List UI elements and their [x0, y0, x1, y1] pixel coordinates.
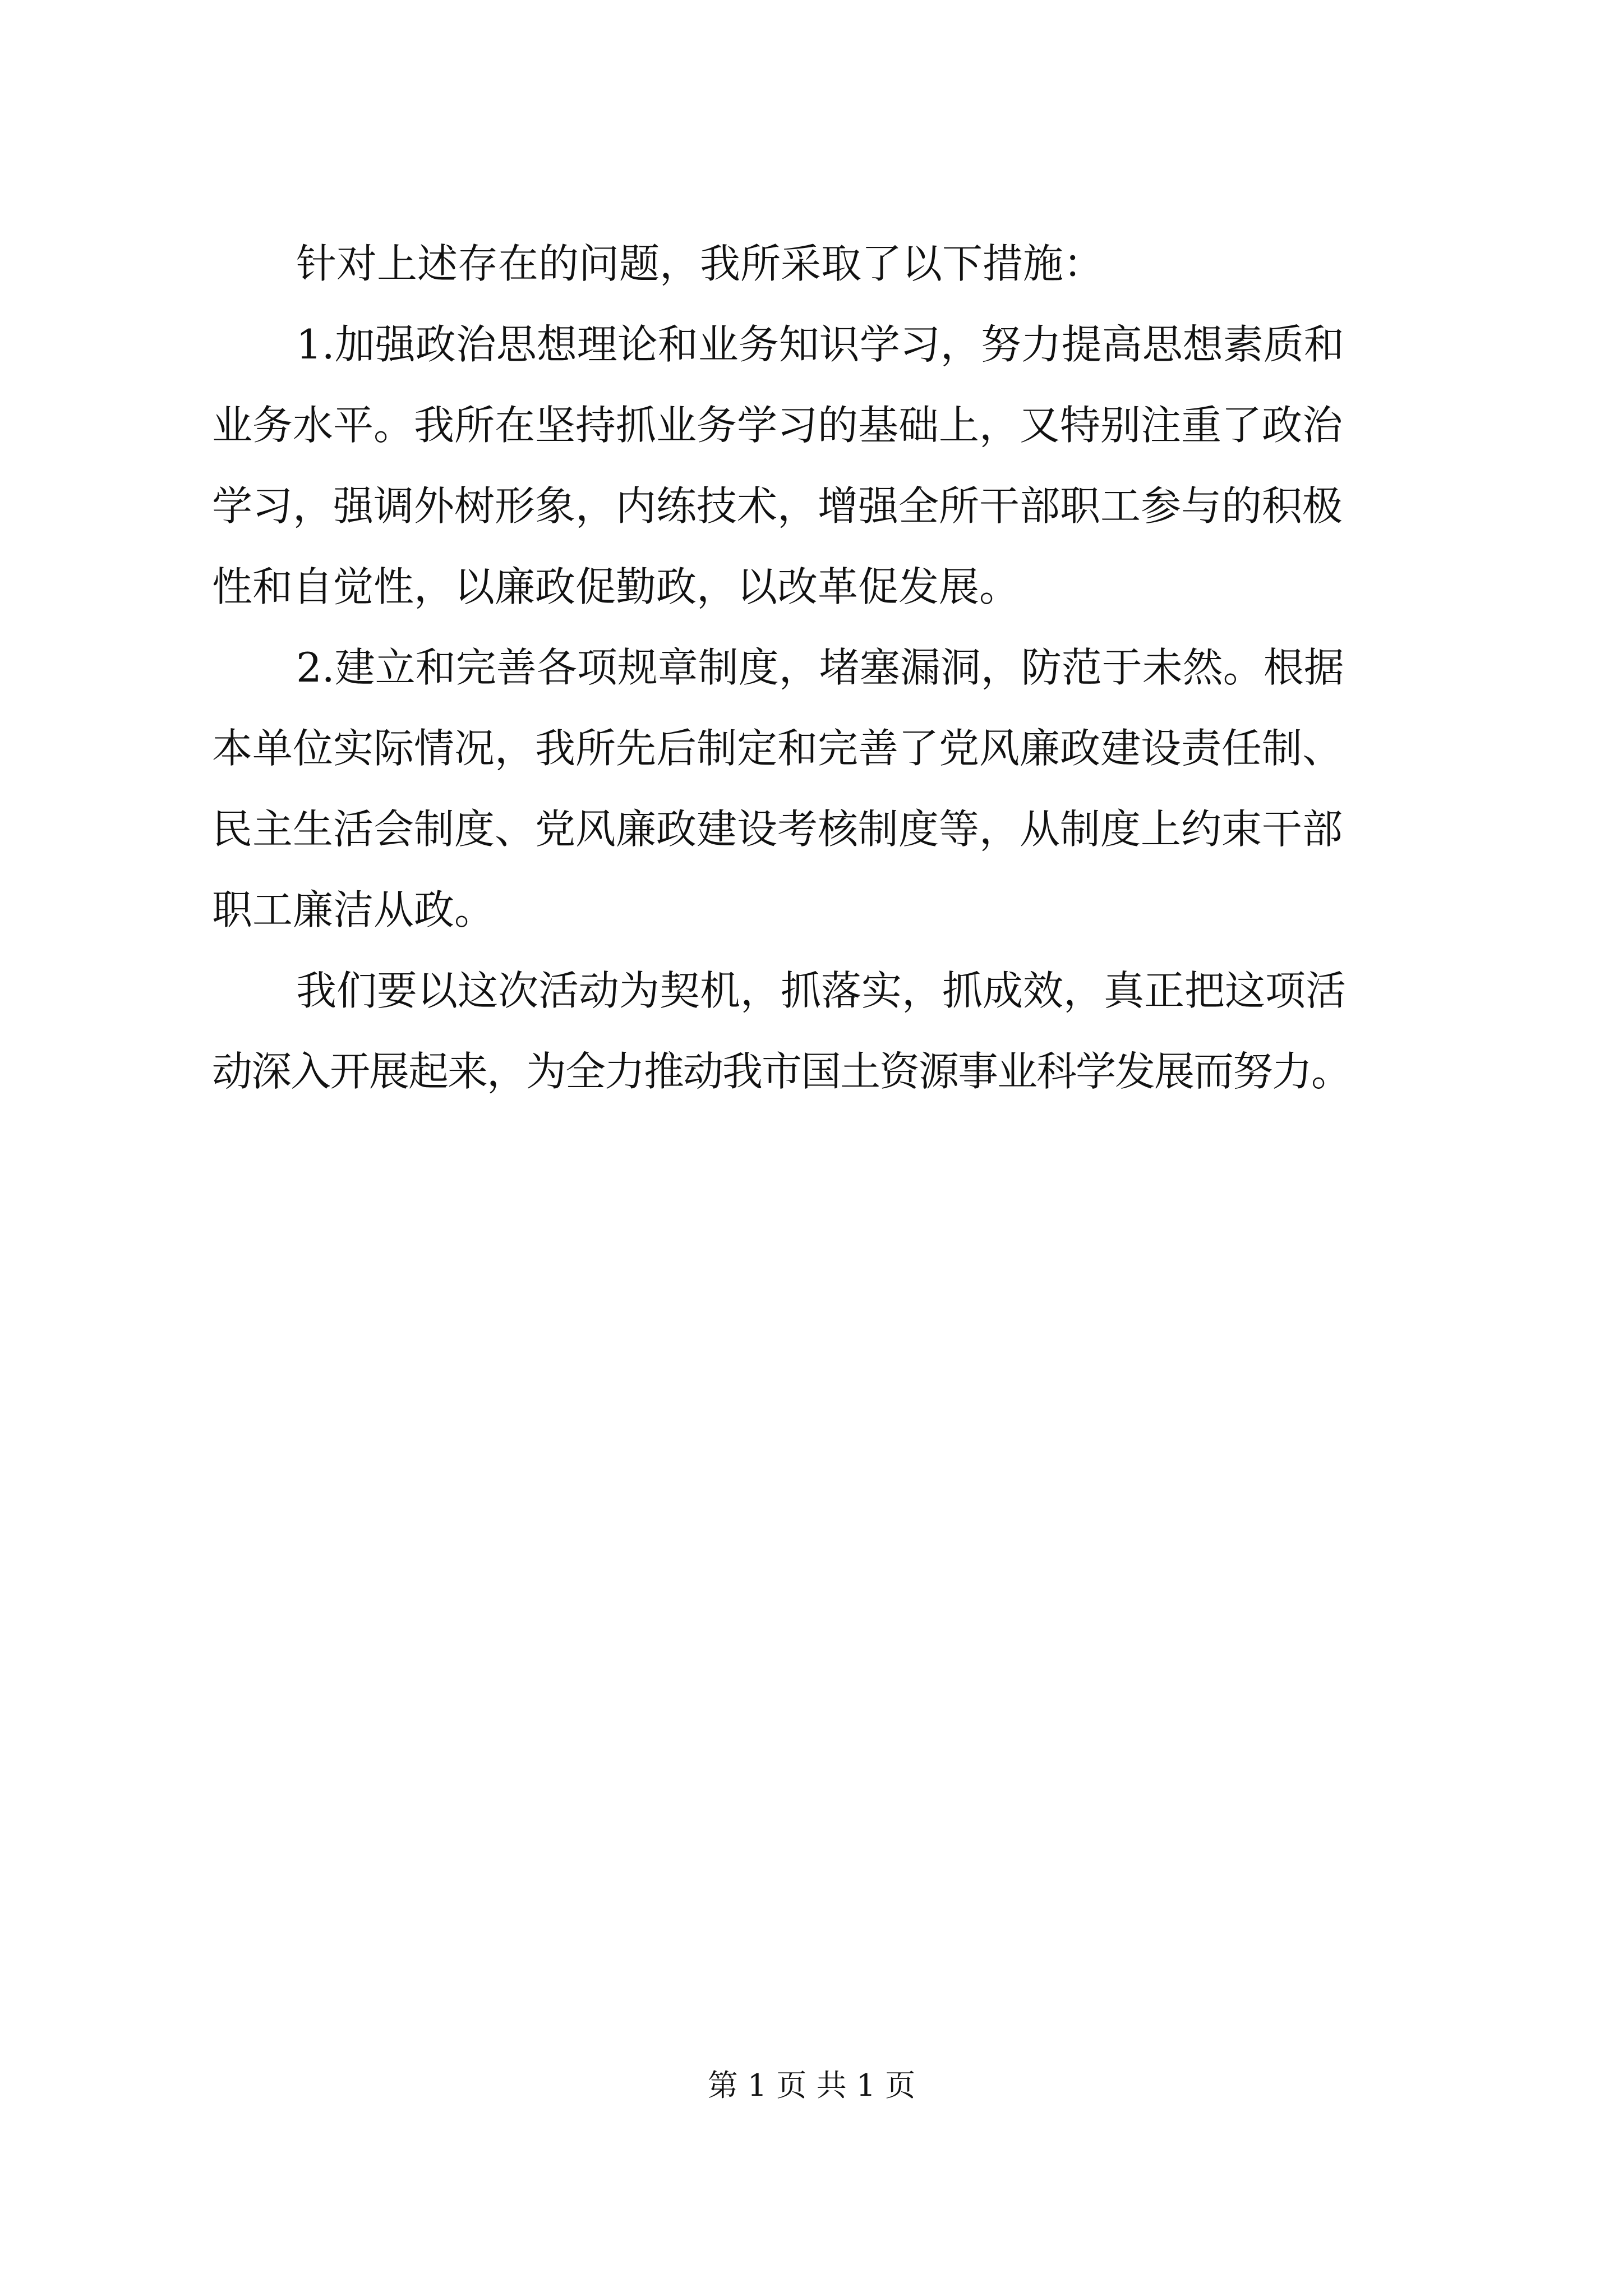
paragraph-2-line-3: 学习，强调外树形象，内练技术，增强全所干部职工参与的积极: [212, 482, 1343, 530]
paragraph-4-line-2: 动深入开展起来，为全力推动我市国土资源事业科学发展而努力。: [212, 1048, 1351, 1095]
paragraph-3-line-2: 本单位实际情况，我所先后制定和完善了党风廉政建设责任制、: [212, 725, 1343, 772]
paragraph-3-line-1: 2.建立和完善各项规章制度，堵塞漏洞，防范于未然。根据: [296, 644, 1344, 691]
paragraph-3-line-4: 职工廉洁从政。: [212, 886, 495, 933]
paragraph-4-line-1: 我们要以这次活动为契机，抓落实，抓成效，真正把这项活: [296, 967, 1347, 1014]
document-body: [212, 223, 1418, 1112]
paragraph-2-line-1: 1.加强政治思想理论和业务知识学习，努力提高思想素质和: [296, 321, 1344, 368]
paragraph-1-line-1: 针对上述存在的问题，我所采取了以下措施：: [296, 240, 1104, 287]
paragraph-2-line-2: 业务水平。我所在坚持抓业务学习的基础上，又特别注重了政治: [212, 402, 1343, 449]
page-footer: 第 1 页 共 1 页: [707, 2068, 916, 2103]
paragraph-3-line-3: 民主生活会制度、党风廉政建设考核制度等，从制度上约束干部: [212, 806, 1343, 853]
paragraph-2-line-4: 性和自觉性，以廉政促勤政，以改革促发展。: [212, 563, 1020, 610]
